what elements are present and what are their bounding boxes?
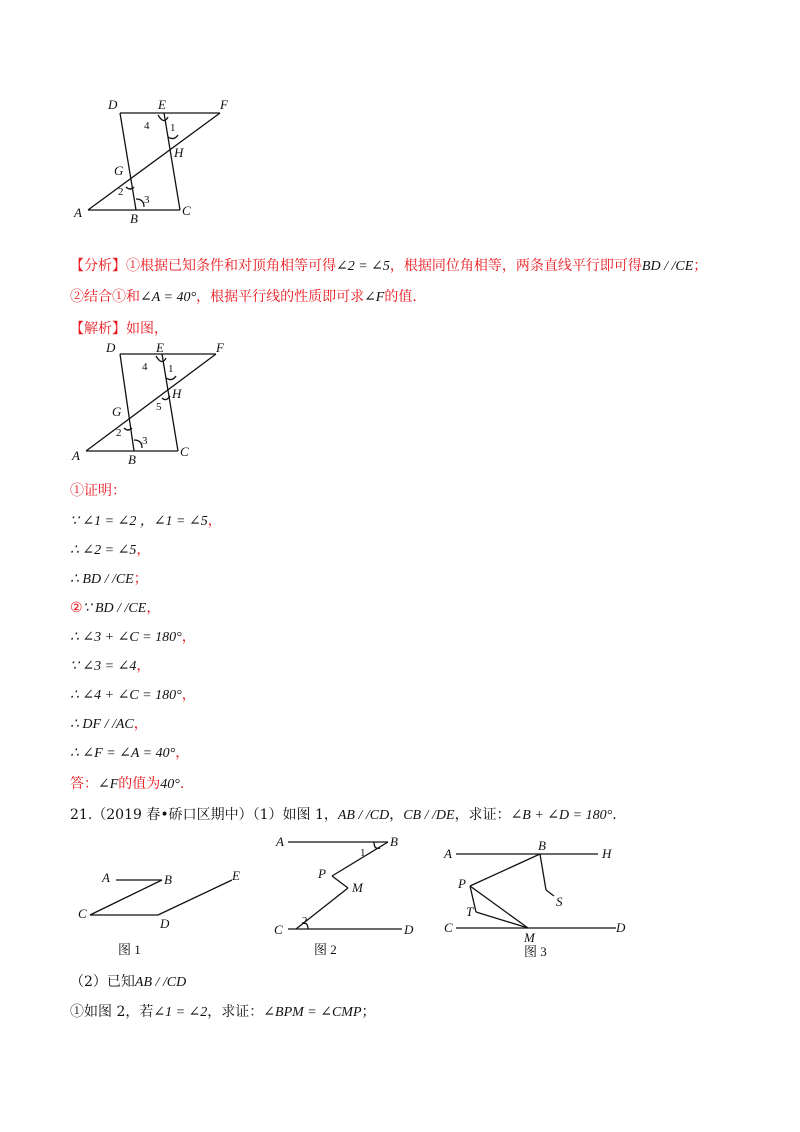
label-G: G xyxy=(114,163,124,178)
label-B: B xyxy=(390,834,398,849)
analysis-line-1: 【分析】①根据已知条件和对顶角相等可得∠2 = ∠5，根据同位角相等，两条直线平行即可得BD / /CE； xyxy=(70,258,708,274)
angle-1: 1 xyxy=(170,122,176,134)
label-A: A xyxy=(72,448,80,463)
angle-3: 3 xyxy=(142,435,148,447)
label-P: P xyxy=(318,866,326,881)
label-E: E xyxy=(156,340,164,355)
figure-top xyxy=(70,95,240,225)
label-B: B xyxy=(130,211,138,225)
label-F: F xyxy=(220,97,228,112)
label-T: T xyxy=(466,904,474,919)
label-M: M xyxy=(524,930,535,945)
proof-line-7: ∴ ∠4 + ∠C = 180°， xyxy=(70,687,196,703)
caption-fig2: 图 2 xyxy=(314,942,337,957)
label-C: C xyxy=(444,920,453,935)
label-E: E xyxy=(158,97,166,112)
proof-line-5: ∴ ∠3 + ∠C = 180°， xyxy=(70,629,196,645)
proof-line-3: ∴ BD / /CE； xyxy=(70,571,148,587)
label-D: D xyxy=(404,922,414,937)
label-D: D xyxy=(616,920,626,935)
label-H: H xyxy=(172,386,182,401)
label-D: D xyxy=(106,340,116,355)
caption-fig1: 图 1 xyxy=(118,942,141,957)
analysis-line-2: ②结合①和∠A = 40°，根据平行线的性质即可求∠F的值. xyxy=(70,289,417,305)
proof-answer: 答：∠F的值为40°. xyxy=(70,776,185,792)
angle-1: 1 xyxy=(360,847,366,859)
label-H: H xyxy=(602,846,612,861)
label-P: P xyxy=(458,876,466,891)
question-21: 21.（2019 春•硚口区期中）（1）如图 1，AB / /CD，CB / /DE，求证：∠B + ∠D = 180°. xyxy=(70,807,617,823)
label-C: C xyxy=(274,922,283,937)
proof-line-1: ∵ ∠1 = ∠2 ，∠1 = ∠5， xyxy=(70,513,222,529)
label-B: B xyxy=(128,452,136,467)
label-F: F xyxy=(216,340,224,355)
label-A: A xyxy=(444,846,452,861)
label-S: S xyxy=(556,894,563,909)
angle-4: 4 xyxy=(144,120,150,132)
proof-line-4: ②∵ BD / /CE， xyxy=(70,600,161,616)
label-A: A xyxy=(102,870,110,885)
label-H: H xyxy=(174,145,184,160)
angle-2: 2 xyxy=(116,427,122,439)
label-C: C xyxy=(180,444,189,459)
label-G: G xyxy=(112,404,122,419)
label-E: E xyxy=(232,868,240,883)
angle-1: 1 xyxy=(168,363,174,375)
label-M: M xyxy=(352,880,363,895)
angle-2: 2 xyxy=(302,915,308,927)
figure-1 xyxy=(70,860,255,960)
label-A: A xyxy=(74,205,82,220)
figure-2 xyxy=(270,832,420,960)
label-B: B xyxy=(538,838,546,853)
angle-2: 2 xyxy=(118,186,124,198)
angle-5: 5 xyxy=(156,401,162,413)
angle-4: 4 xyxy=(142,361,148,373)
label-D: D xyxy=(160,916,170,931)
part2-line: （2）已知AB / /CD xyxy=(70,974,187,990)
label-D: D xyxy=(108,97,118,112)
proof-line-0: ①证明： xyxy=(70,483,126,499)
caption-fig3: 图 3 xyxy=(524,944,547,959)
label-C: C xyxy=(182,203,191,218)
angle-3: 3 xyxy=(144,194,150,206)
proof-line-6: ∵ ∠3 = ∠4， xyxy=(70,658,151,674)
part2-1-line: ①如图 2，若∠1 = ∠2，求证：∠BPM = ∠CMP； xyxy=(70,1004,376,1020)
proof-line-9: ∴ ∠F = ∠A = 40°， xyxy=(70,745,190,761)
proof-line-2: ∴ ∠2 = ∠5， xyxy=(70,542,151,558)
figure-mid xyxy=(70,340,240,470)
figure-3 xyxy=(440,838,630,960)
proof-line-8: ∴ DF / /AC， xyxy=(70,716,148,732)
label-C: C xyxy=(78,906,87,921)
solution-line: 【解析】如图， xyxy=(70,321,168,337)
label-A: A xyxy=(276,834,284,849)
label-B: B xyxy=(164,872,172,887)
